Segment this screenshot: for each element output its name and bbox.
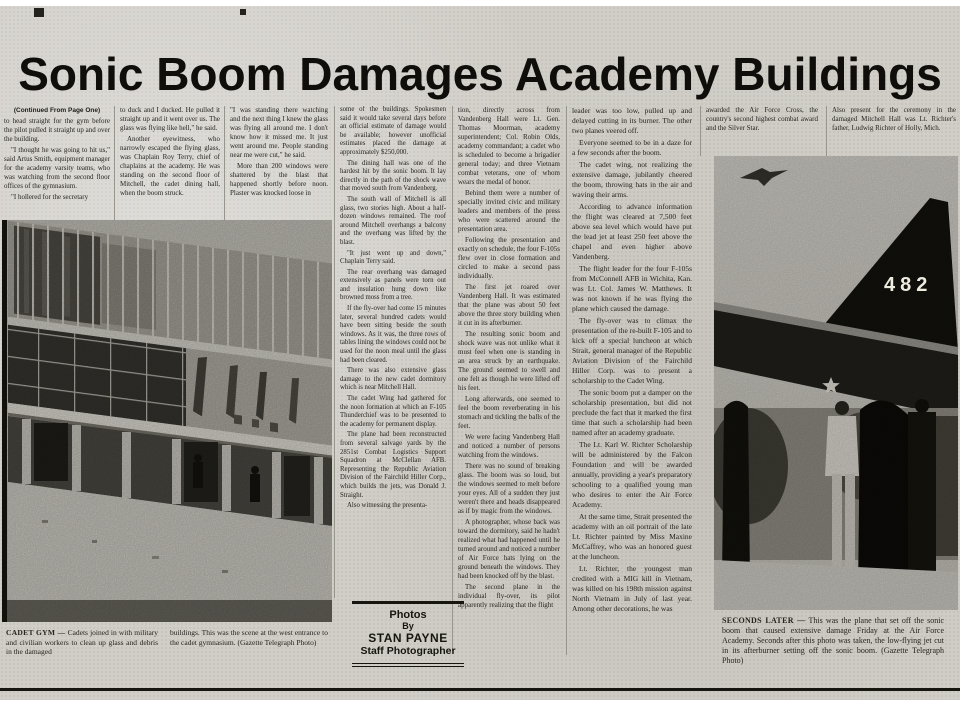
- paragraph: "I was standing there watching and the next thing I knew the glass was flying all around me. I don't know how it missed me. It just went around me. People standing near me were cut," he said.: [230, 106, 328, 159]
- paragraph: The first jet roared over Vandenberg Hall. It was estimated that the plane was about 50 feet above the three story building when it cut in its afterburner.: [458, 283, 560, 327]
- photo-credit: (Gazette Telegraph Photo): [722, 646, 945, 665]
- jet-illustration: [714, 156, 958, 610]
- paragraph: Everyone seemed to be in a daze for a few seconds after the boom.: [572, 138, 692, 157]
- article-column-2: [114, 106, 220, 220]
- paragraph: Following the presentation and exactly on schedule, the four F-105s flew over in close formation and circled to make a second pass individually.: [458, 236, 560, 280]
- paragraph: If the fly-over had come 15 minutes later, several hundred cadets would have been sitting beside the south windows. As it was, the three rows of tables lining the windows could not be used for the noon meal until the glass had been cleared.: [340, 305, 446, 364]
- paragraph: There was also extensive glass damage to the new cadet dormitory which is near Mitchell Hall.: [340, 367, 446, 392]
- paragraph: The cadet Wing had gathered for the noon formation at which an F-105 Thunderchief was to be presented to the academy for permanent display.: [340, 395, 446, 428]
- caption-text: buildings. This was the scene at the west entrance to the cadet gymnasium.: [170, 628, 328, 647]
- cadet-gym-photo: [2, 220, 332, 622]
- paragraph: to duck and I ducked. He pulled it straight up and it went over us. The glass was flying like hell," he said.: [120, 106, 220, 132]
- caption-lead: SECONDS LATER —: [722, 616, 806, 625]
- tail-number: 482: [884, 274, 933, 296]
- paragraph: At the same time, Strait presented the academy with an oil portrait of the late Lt. Richter painted by Miss Maxine McCaffrey, who was an honored guest at the luncheon.: [572, 512, 692, 561]
- paragraph: The rear overhang was damaged extensively as panels were torn out and insulation hung down like browned moss from a tree.: [340, 268, 446, 302]
- paragraph: The sonic boom put a damper on the scholarship presentation, but did not preclude the fact that it marked the first time that such a scholarship had been named after an academy graduate.: [572, 388, 692, 437]
- paragraph: awarded the Air Force Cross, the country's second highest combat award and the Silver Star.: [706, 106, 818, 132]
- photos-credit-box: [352, 601, 464, 667]
- paragraph: The cadet wing, not realizing the extensive damage, jubilantly cheered the boom, throwing hats in the air and waving their arms.: [572, 160, 692, 199]
- paragraph: leader was too low, pulled up and delayed cutting in its burner. The other two planes veered off.: [572, 106, 692, 135]
- paragraph: to head straight for the gym before the pilot pulled it straight up and over the building.: [4, 117, 110, 143]
- column-paragraphs: [120, 106, 220, 198]
- paragraph: The flight leader for the four F-105s from McConnell AFB in Wichita, Kan. was Lt. Col. James W. Matthews. It was not known if he was flying the plane which caused the damage.: [572, 264, 692, 313]
- column-paragraphs: [572, 106, 692, 614]
- paragraph: Also present for the ceremony in the damaged Mitchell Hall was Lt. Richter's father, Ludwig Richter of Holly, Mich.: [832, 106, 956, 132]
- photographer-title: Staff Photographer: [360, 645, 456, 657]
- continued-from-label: (Continued From Page One): [13, 107, 101, 114]
- column-paragraphs: [340, 106, 446, 511]
- paragraph: There was no sound of breaking glass. The boom was so loud, but the windows seemed to melt before your eyes. All of a sudden they just weren't there and heads disappeared as if by magic from the windows.: [458, 462, 560, 515]
- caption-text: This was the plane that set off the sonic boom that caused extensive damage Friday at the Air Force Academy. Seconds after this photo was taken, the low-flying jet cut in its afterburner setting off the sonic boom.: [722, 616, 944, 655]
- scan-artifact: [240, 9, 246, 15]
- paragraph: some of the buildings. Spokesmen said it would take several days before an official estimate of damage would be available; however unofficial estimates placed the damage at approximately $250,000.: [340, 106, 446, 156]
- column-paragraphs: [832, 106, 956, 133]
- article-column-6: [566, 106, 692, 655]
- caption-lead: CADET GYM —: [6, 628, 66, 637]
- paragraph: tion, directly across from Vandenberg Hall were Lt. Gen. Thomas Moorman, academy superintendent; Col. Robin Olds, academy commandant; a cadet who is scheduled to become a brigadier general today; and three Vietnam combat veterans, one of whom wears the medal of honor.: [458, 106, 560, 186]
- paragraph: Lt. Richter, the youngest man credited with a MIG kill in Vietnam, was killed on his 198th mission against North Vietnam in July of last year. Among other decorations, he was: [572, 564, 692, 613]
- paragraph: The fly-over was to climax the presentation of the re-built F-105 and to kick off a special luncheon at which Strait, general manager of the Republic Aviation Division of the Fairchild Hiller Corp. was to present a scholarship to the Cadet Wing.: [572, 316, 692, 385]
- paragraph: The Lt. Karl W. Richter Scholarship will be administered by the Falcon Foundation and will be awarded annually, providing a year's preparatory schooling to a qualified young man who desires to enter the Air Force Academy.: [572, 440, 692, 509]
- cadet-gym-illustration: [2, 220, 332, 622]
- paragraph: Behind them were a number of specially invited civic and military leaders and members of the press who were scattered around the presentation area.: [458, 189, 560, 233]
- photo-credit: (Gazette Telegraph Photo): [237, 637, 317, 647]
- paragraph: According to advance information the flight was cleared at 7,500 feet above sea level which would have put the lead jet at least 250 feet above the chapel and even higher above Vandenberg.: [572, 202, 692, 261]
- jet-photo: [714, 156, 958, 610]
- article-column-7: [700, 106, 818, 156]
- left-photo-caption-col1: [6, 628, 158, 657]
- scan-artifact: [34, 8, 44, 17]
- photos-box-line: By: [402, 621, 414, 631]
- paragraph: The dining hall was one of the hardest hit by the sonic boom. It lay directly in the path of the shock wave that moved south from Vandenberg.: [340, 159, 446, 193]
- paragraph: The second plane in the individual fly-over, its pilot apparently realizing that the flight: [458, 583, 560, 609]
- paragraph: "I thought he was going to hit us," said Artus Smith, equipment manager for the academy varsity teams, who was watching from the second floor offices of the gymnasium.: [4, 146, 110, 190]
- left-photo-caption-col2: [170, 628, 328, 647]
- paragraph: Also witnessing the presenta-: [347, 502, 428, 510]
- paragraph: The south wall of Mitchell is all glass, two stories high. About a half-dozen windows remained. The roof around Mitchell overhangs a balcony and the overhang was lifted by the blast.: [340, 195, 446, 246]
- paragraph: "It just went up and down," Chaplain Terry said.: [340, 249, 446, 266]
- caption-text: Cadets joined in with military and civilian workers to clean up glass and debris in the damaged: [6, 628, 159, 656]
- paragraph: More than 200 windows were shattered by the blast that happened shortly before noon. Plaster was knocked loose in: [230, 162, 328, 197]
- article-column-1: [4, 106, 110, 220]
- column-paragraphs: [458, 106, 560, 610]
- photographer-name: STAN PAYNE: [368, 631, 448, 645]
- article-column-5: [452, 106, 560, 651]
- paragraph: The plane had been reconstructed from several salvage yards by the 2851st Combat Logistics Support Squadron at McClellan AFB. Representing the Republic Aviation Division of the Fairchild Hiller Corp., which builds the jets, was Donald J. Straight.: [340, 431, 446, 499]
- bottom-rule: [0, 688, 960, 691]
- paragraph: The resulting sonic boom and shock wave was not unlike what it must feel when one is standing in an area struck by an earthquake. The ground seemed to swell and one felt as though he were lifted off his feet.: [458, 330, 560, 392]
- column-paragraphs: [4, 117, 110, 202]
- column-paragraphs: [706, 106, 818, 133]
- article-column-3: [224, 106, 328, 220]
- paragraph: A photographer, whose back was toward the dormitory, said he hadn't realized what had happened until he turned around and noticed a number of Air Force hats lying on the ground beneath the windows. They had been knocked off by the blast.: [458, 518, 560, 580]
- paragraph: Another eyewitness, who narrowly escaped the flying glass, was Chaplain Roy Terry, chief of chaplains at the academy. He was standing on the second floor of Mitchell, the cadet dining hall, when the boom struck.: [120, 135, 220, 197]
- photos-box-line: Photos: [389, 609, 427, 621]
- right-photo-caption: [722, 616, 944, 666]
- paragraph: We were facing Vandenberg Hall and noticed a number of persons watching from the windows.: [458, 433, 560, 459]
- paragraph: "I hollered for the secretary: [11, 193, 89, 201]
- paragraph: Long afterwards, one seemed to feel the boom reverberating in his stomach and tickling the balls of the feet.: [458, 395, 560, 430]
- article-column-4: [334, 106, 446, 598]
- headline: Sonic Boom Damages Academy Buildings: [18, 48, 942, 100]
- column-paragraphs: [230, 106, 328, 198]
